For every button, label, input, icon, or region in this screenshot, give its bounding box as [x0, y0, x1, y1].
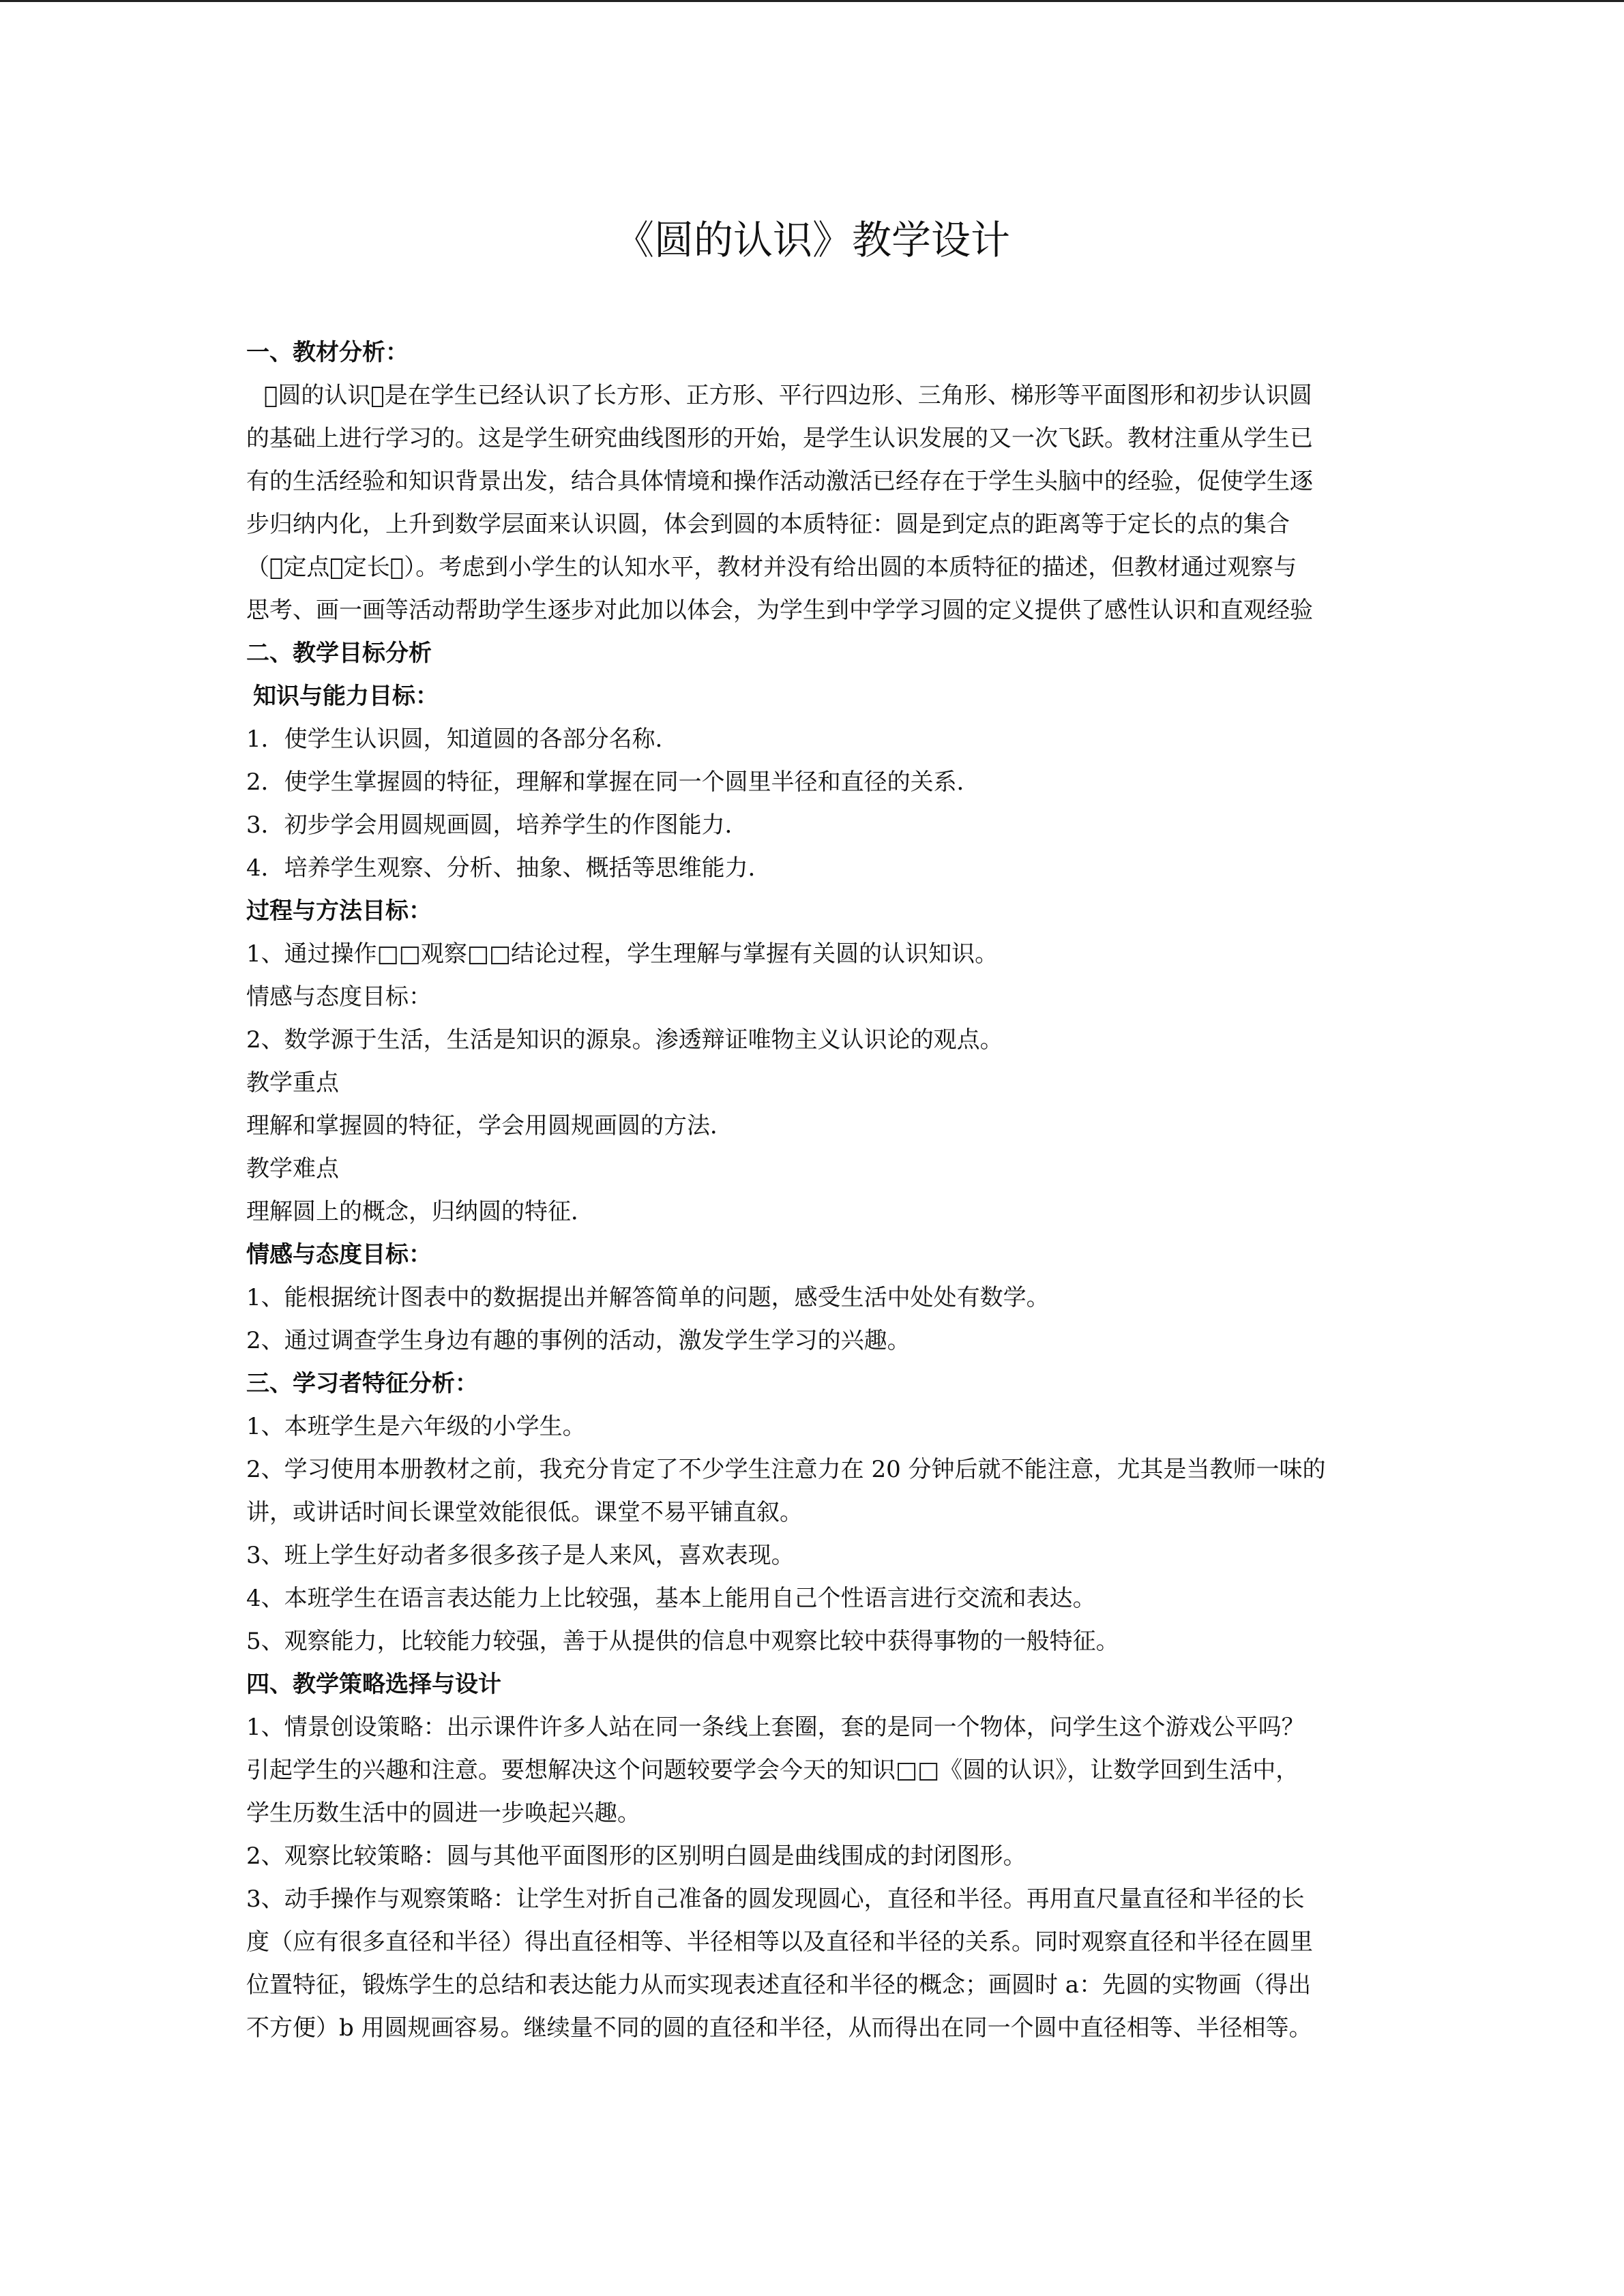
body-text-line: 教学重点: [246, 1069, 339, 1097]
body-text-line: 教学难点: [246, 1155, 339, 1182]
body-text-line: 1、能根据统计图表中的数据提出并解答简单的问题，感受生活中处处有数学。: [246, 1284, 1050, 1311]
page-top-border: [0, 0, 1624, 2]
section-heading-line: 知识与能力目标：: [253, 683, 439, 710]
body-text-line: 3、动手操作与观察策略：让学生对折自己准备的圆发现圆心，直径和半径。再用直尺量直径和半径的长: [246, 1885, 1305, 1913]
section-heading-line: 四、教学策略选择与设计: [246, 1671, 501, 1698]
body-text-line: 的基础上进行学习的。这是学生研究曲线图形的开始，是学生认识发展的又一次飞跃。教材注重从学生已: [246, 425, 1313, 452]
body-text-line: 2、通过调查学生身边有趣的事例的活动，激发学生学习的兴趣。: [246, 1327, 911, 1354]
section-heading-line: 二、教学目标分析: [246, 640, 432, 667]
body-text-line: 学生历数生活中的圆进一步唤起兴趣。: [246, 1800, 640, 1827]
section-heading-line: 过程与方法目标：: [246, 897, 432, 925]
body-text-line: 不方便）b 用圆规画容易。继续量不同的圆的直径和半径，从而得出在同一个圆中直径相等、半径相等。: [246, 2014, 1312, 2042]
body-text-line: 2．使学生掌握圆的特征，理解和掌握在同一个圆里半径和直径的关系．: [246, 769, 980, 796]
body-text-line: 1．使学生认识圆，知道圆的各部分名称．: [246, 726, 679, 753]
body-text-line: 位置特征，锻炼学生的总结和表达能力从而实现表述直径和半径的概念；画圆时 a：先圆的实物画（得出: [246, 1971, 1312, 1999]
section-heading-line: 三、学习者特征分析：: [246, 1370, 478, 1397]
body-text-line: 1、通过操作□□观察□□结论过程，学生理解与掌握有关圆的认识知识。: [246, 940, 999, 968]
body-text-line: 情感与态度目标：: [246, 983, 432, 1011]
body-text-line: 理解和掌握圆的特征，学会用圆规画圆的方法．: [246, 1112, 733, 1139]
body-text-line: 思考、画一画等活动帮助学生逐步对此加以体会，为学生到中学学习圆的定义提供了感性认识和直观经验: [246, 597, 1313, 624]
body-text-line: 5、观察能力，比较能力较强，善于从提供的信息中观察比较中获得事物的一般特征。: [246, 1628, 1119, 1655]
body-text-line: 圆的认识 是在学生已经认识了长方形、正方形、平行四边形、三角形、梯形等平面图形和初步认识圆: [264, 382, 1292, 409]
body-text-line: 1、本班学生是六年级的小学生。: [246, 1413, 586, 1440]
body-text-line: 3、班上学生好动者多很多孩子是人来风，喜欢表现。: [246, 1542, 795, 1569]
body-text-line: 3．初步学会用圆规画圆，培养学生的作图能力．: [246, 811, 748, 839]
body-text-line: 4、本班学生在语言表达能力上比较强，基本上能用自己个性语言进行交流和表达。: [246, 1585, 1096, 1612]
body-text-line: 2、数学源于生活，生活是知识的源泉。渗透辩证唯物主义认识论的观点。: [246, 1026, 1003, 1054]
body-text-line: （ 定点 定长 ）。考虑到小学生的认知水平，教材并没有给出圆的本质特征的描述，但教材通过观察与: [246, 554, 1278, 581]
body-text-line: 步归纳内化，上升到数学层面来认识圆，体会到圆的本质特征：圆是到定点的距离等于定长的点的集合: [246, 511, 1290, 538]
body-text-line: 4．培养学生观察、分析、抽象、概括等思维能力．: [246, 854, 771, 882]
body-text-line: 2、观察比较策略：圆与其他平面图形的区别明白圆是曲线围成的封闭图形。: [246, 1843, 1027, 1870]
section-heading-line: 情感与态度目标：: [246, 1241, 432, 1268]
document-body: [246, 331, 1378, 2050]
body-text-line: 引起学生的兴趣和注意。要想解决这个问题较要学会今天的知识□□《圆的认识》，让数学回到生活中，: [246, 1757, 1299, 1784]
body-text-line: 2、学习使用本册教材之前，我充分肯定了不少学生注意力在 20 分钟后就不能注意，尤其是当教师一味的: [246, 1456, 1326, 1483]
document-title: 《圆的认识》教学设计: [614, 217, 1010, 263]
body-text-line: 讲，或讲话时间长课堂效能很低。课堂不易平铺直叙。: [246, 1499, 803, 1526]
body-text-line: 有的生活经验和知识背景出发，结合具体情境和操作活动激活已经存在于学生头脑中的经验，促使学生逐: [246, 468, 1313, 495]
body-text-line: 1、情景创设策略：出示课件许多人站在同一条线上套圈，套的是同一个物体，问学生这个游戏公平吗？: [246, 1714, 1305, 1741]
body-text-line: 理解圆上的概念，归纳圆的特征．: [246, 1198, 594, 1225]
section-heading-line: 一、教材分析：: [246, 339, 409, 366]
body-text-line: 度（应有很多直径和半径）得出直径相等、半径相等以及直径和半径的关系。同时观察直径和半径在圆里: [246, 1928, 1313, 1956]
